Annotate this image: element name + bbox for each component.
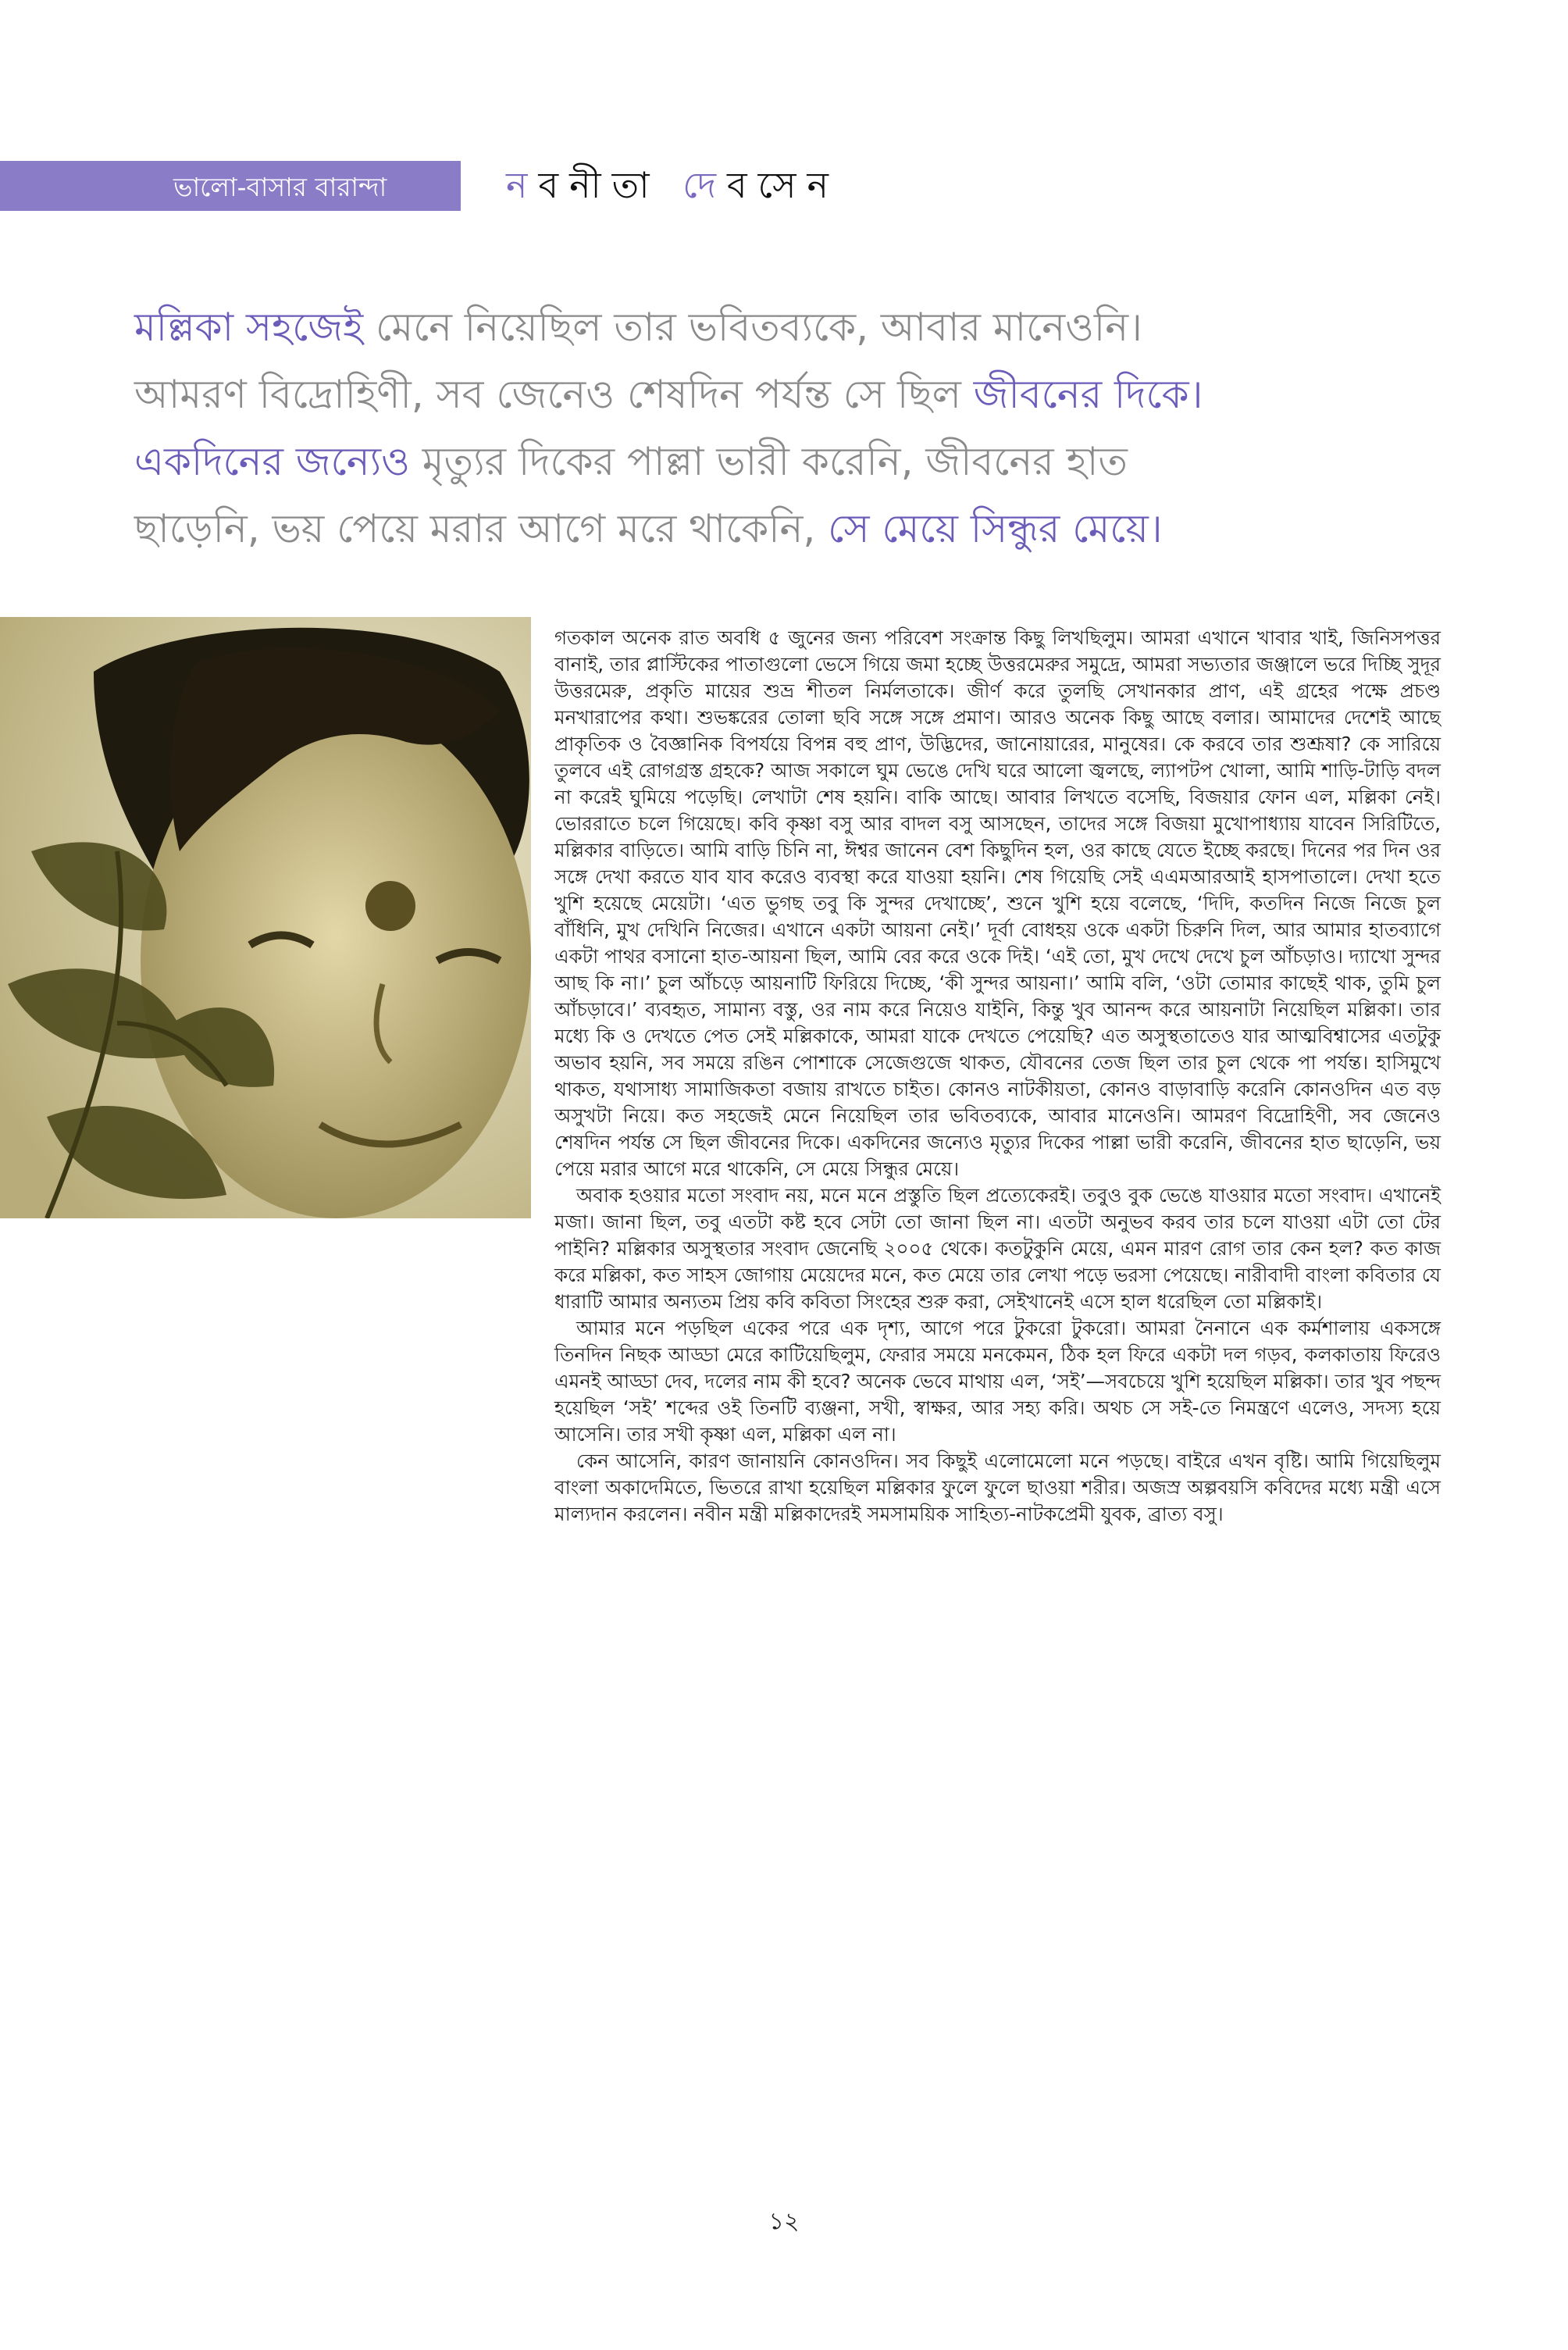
pull-quote-highlight: জীবনের দিকে।	[973, 372, 1203, 417]
pull-quote-text: আমরণ বিদ্রোহিণী, সব জেনেও শেষদিন পর্যন্ত সে ছিল	[134, 372, 974, 417]
portrait-photo	[0, 617, 531, 1218]
article-paragraph-3: আমার মনে পড়ছিল একের পরে এক দৃশ্য, আগে পরে টুকরো টুকরো। আমরা নৈনানে এক কর্মশালায় একসঙ্গে তিনদিন নিছক আড্ডা মেরে কাটিয়েছিলুম, ফেরার সময়ে মনকেমন, ঠিক হল ফিরে একটা দল গড়ব, কলকাতায় ফিরেও এমনই আড্ডা দেব, দলের নাম কী হবে? অনেক ভেবে মাথায় এল, ‘সই’—সবচেয়ে খুশি হয়েছিল মল্লিকা। তার খুব পছন্দ হয়েছিল ‘সই’ শব্দের ওই তিনটি ব্যঞ্জনা, সখী, স্বাক্ষর, আর সহ্য করি। অথচ সে সই-তে নিমন্ত্রণে এলেও, সদস্য হয়ে আসেনি। তার সখী কৃষ্ণা এল, মল্লিকা এল না।	[554, 1317, 1441, 1446]
pull-quote-text: ছাড়েনি, ভয় পেয়ে মরার আগে মরে থাকেনি,	[134, 506, 829, 551]
portrait-illustration	[0, 617, 531, 1218]
author-name-part1: বনীতা	[538, 164, 661, 206]
pull-quote-text: মেনে নিয়েছিল তার ভবিতব্যকে, আবার মানেওনি।	[363, 305, 1142, 350]
author-name-part2: বসেন	[727, 164, 839, 206]
page-number: ১২	[768, 2208, 800, 2235]
pull-quote-highlight: সে মেয়ে সিন্ধুর মেয়ে।	[828, 506, 1163, 551]
article-paragraph-1: গতকাল অনেক রাত অবধি ৫ জুনের জন্য পরিবেশ সংক্রান্ত কিছু লিখছিলুম। আমরা এখানে খাবার খাই, জিনিসপত্তর বানাই, তার প্লাস্টিকের পাতাগুলো ভেসে গিয়ে জমা হচ্ছে উত্তরমেরুর সমুদ্রে, আমরা সভ্যতার জঞ্জালে ভরে দিচ্ছি সুদূর উত্তরমেরু, প্রকৃতি মায়ের শুভ্র শীতল নির্মলতাকে। জীর্ণ করে তুলছি সেখানকার প্রাণ, এই গ্রহের পক্ষে প্রচণ্ড মনখারাপের কথা। শুভঙ্করের তোলা ছবি সঙ্গে সঙ্গে প্রমাণ। আরও অনেক কিছু আছে বলার। আমাদের দেশেই আছে প্রাকৃতিক ও বৈজ্ঞানিক বিপর্যয়ে বিপন্ন বহু প্রাণ, উদ্ভিদের, জানোয়ারের, মানুষের। কে করবে তার শুশ্রূষা? কে সারিয়ে তুলবে এই রোগগ্রস্ত গ্রহকে? আজ সকালে ঘুম ভেঙে দেখি ঘরে আলো জ্বলছে, ল্যাপটপ খোলা, আমি শাড়ি-টাড়ি বদল না করেই ঘুমিয়ে পড়েছি। লেখাটা শেষ হয়নি। বাকি আছে। আবার লিখতে বসেছি, বিজয়ার ফোন এল, মল্লিকা নেই। ভোররাতে চলে গিয়েছে। কবি কৃষ্ণা বসু আর বাদল বসু আসছেন, তাদের সঙ্গে বিজয়া মুখোপাধ্যায় যাবেন সিরিটিতে, মল্লিকার বাড়িতে। আমি বাড়ি চিনি না, ঈশ্বর জানেন বেশ কিছুদিন হল, ওর কাছে যেতে ইচ্ছে করছে। দিনের পর দিন ওর সঙ্গে দেখা করতে যাব যাব করেও ব্যবস্থা করে যাওয়া হয়নি। শেষ গিয়েছি সেই এএমআরআই হাসপাতালে। দেখা হতে খুশি হয়েছে মেয়েটা। ‘এত ভুগছ তবু কি সুন্দর দেখাচ্ছে’, শুনে খুশি হয়ে বলেছে, ‘দিদি, কতদিন নিজে নিজে চুল বাঁধিনি, মুখ দেখিনি নিজের। এখানে একটা আয়না নেই।’ দূর্বা বোধহয় ওকে একটা চিরুনি দিল, আর আমার হাতব্যাগে একটা পাথর বসানো হাত-আয়না ছিল, আমি বের করে ওকে দিই। ‘এই তো, মুখ দেখে দেখে চুল আঁচড়াও। দ্যাখো সুন্দর আছ কি না।’ চুল আঁচড়ে আয়নাটি ফিরিয়ে দিচ্ছে, ‘কী সুন্দর আয়না।’ আমি বলি, ‘ওটা তোমার কাছেই থাক, তুমি চুল আঁচড়াবে।’ ব্যবহৃত, সামান্য বস্তু, ওর নাম করে নিয়েও যাইনি, কিন্তু খুব আনন্দ করে আয়নাটা নিয়েছিল মল্লিকা। তার মধ্যে কি ও দেখতে পেত সেই মল্লিকাকে, আমরা যাকে দেখতে পেয়েছি? এত অসুস্থতাতেও যার আত্মবিশ্বাসের এতটুকু অভাব হয়নি, সব সময়ে রঙিন পোশাকে সেজেগুজে থাকত, যৌবনের তেজ ছিল তার চুল থেকে পা পর্যন্ত। হাসিমুখে থাকত, যথাসাধ্য সামাজিকতা বজায় রাখতে চাইত। কোনও নাটকীয়তা, কোনও বাড়াবাড়ি করেনি কোনওদিন এত বড় অসুখটা নিয়ে। কত সহজেই মেনে নিয়েছিল তার ভবিতব্যকে, আবার মানেওনি। আমরণ বিদ্রোহিণী, সব জেনেও শেষদিন পর্যন্ত সে ছিল জীবনের দিকে। একদিনের জন্যেও মৃত্যুর দিকের পাল্লা ভারী করেনি, জীবনের হাত ছাড়েনি, ভয় পেয়ে মরার আগে মরে থাকেনি, সে মেয়ে সিন্ধুর মেয়ে।	[554, 626, 1441, 1180]
pull-quote-line-3	[134, 428, 1446, 495]
author-surname-initial: দে	[682, 164, 728, 206]
pull-quote-line-2	[134, 361, 1446, 428]
pull-quote-highlight: একদিনের জন্যেও	[134, 439, 410, 484]
column-name: ভালো-বাসার বারান্দা	[173, 172, 387, 202]
article-paragraph-4: কেন আসেনি, কারণ জানায়নি কোনওদিন। সব কিছুই এলোমেলো মনে পড়ছে। বাইরে এখন বৃষ্টি। আমি গিয়েছিলুম বাংলা অকাদেমিতে, ভিতরে রাখা হয়েছিল মল্লিকার ফুলে ফুলে ছাওয়া শরীর। অজস্র অল্পবয়সি কবিদের মধ্যে মন্ত্রী এসে মাল্যদান করলেন। নবীন মন্ত্রী মল্লিকাদেরই সমসাময়িক সাহিত্য-নাটকপ্রেমী যুবক, ব্রাত্য বসু।	[554, 1450, 1441, 1525]
pull-quote	[134, 294, 1446, 562]
pull-quote-line-1	[134, 294, 1446, 361]
author-initial: ন	[506, 164, 539, 206]
pull-quote-line-4	[134, 495, 1446, 562]
author-name	[506, 159, 839, 211]
pull-quote-highlight: মল্লিকা সহজেই	[134, 305, 364, 350]
article-body	[554, 625, 1441, 1528]
article-paragraph-2: অবাক হওয়ার মতো সংবাদ নয়, মনে মনে প্রস্তুতি ছিল প্রত্যেকেরই। তবুও বুক ভেঙে যাওয়ার মতো সংবাদ। এখানেই মজা। জানা ছিল, তবু এতটা কষ্ট হবে সেটা তো জানা ছিল না। এতটা অনুভব করব তার চলে যাওয়া এটা তো টের পাইনি? মল্লিকার অসুস্থতার সংবাদ জেনেছি ২০০৫ থেকে। কতটুকুনি মেয়ে, এমন মারণ রোগ তার কেন হল? কত কাজ করে মল্লিকা, কত সাহস জোগায় মেয়েদের মনে, কত মেয়ে তার লেখা পড়ে ভরসা পেয়েছে। নারীবাদী বাংলা কবিতার যে ধারাটি আমার অন্যতম প্রিয় কবি কবিতা সিংহের শুরু করা, সেইখানেই এসে হাল ধরেছিল তো মল্লিকাই।	[554, 1184, 1441, 1313]
pull-quote-text: মৃত্যুর দিকের পাল্লা ভারী করেনি, জীবনের হাত	[409, 439, 1128, 484]
